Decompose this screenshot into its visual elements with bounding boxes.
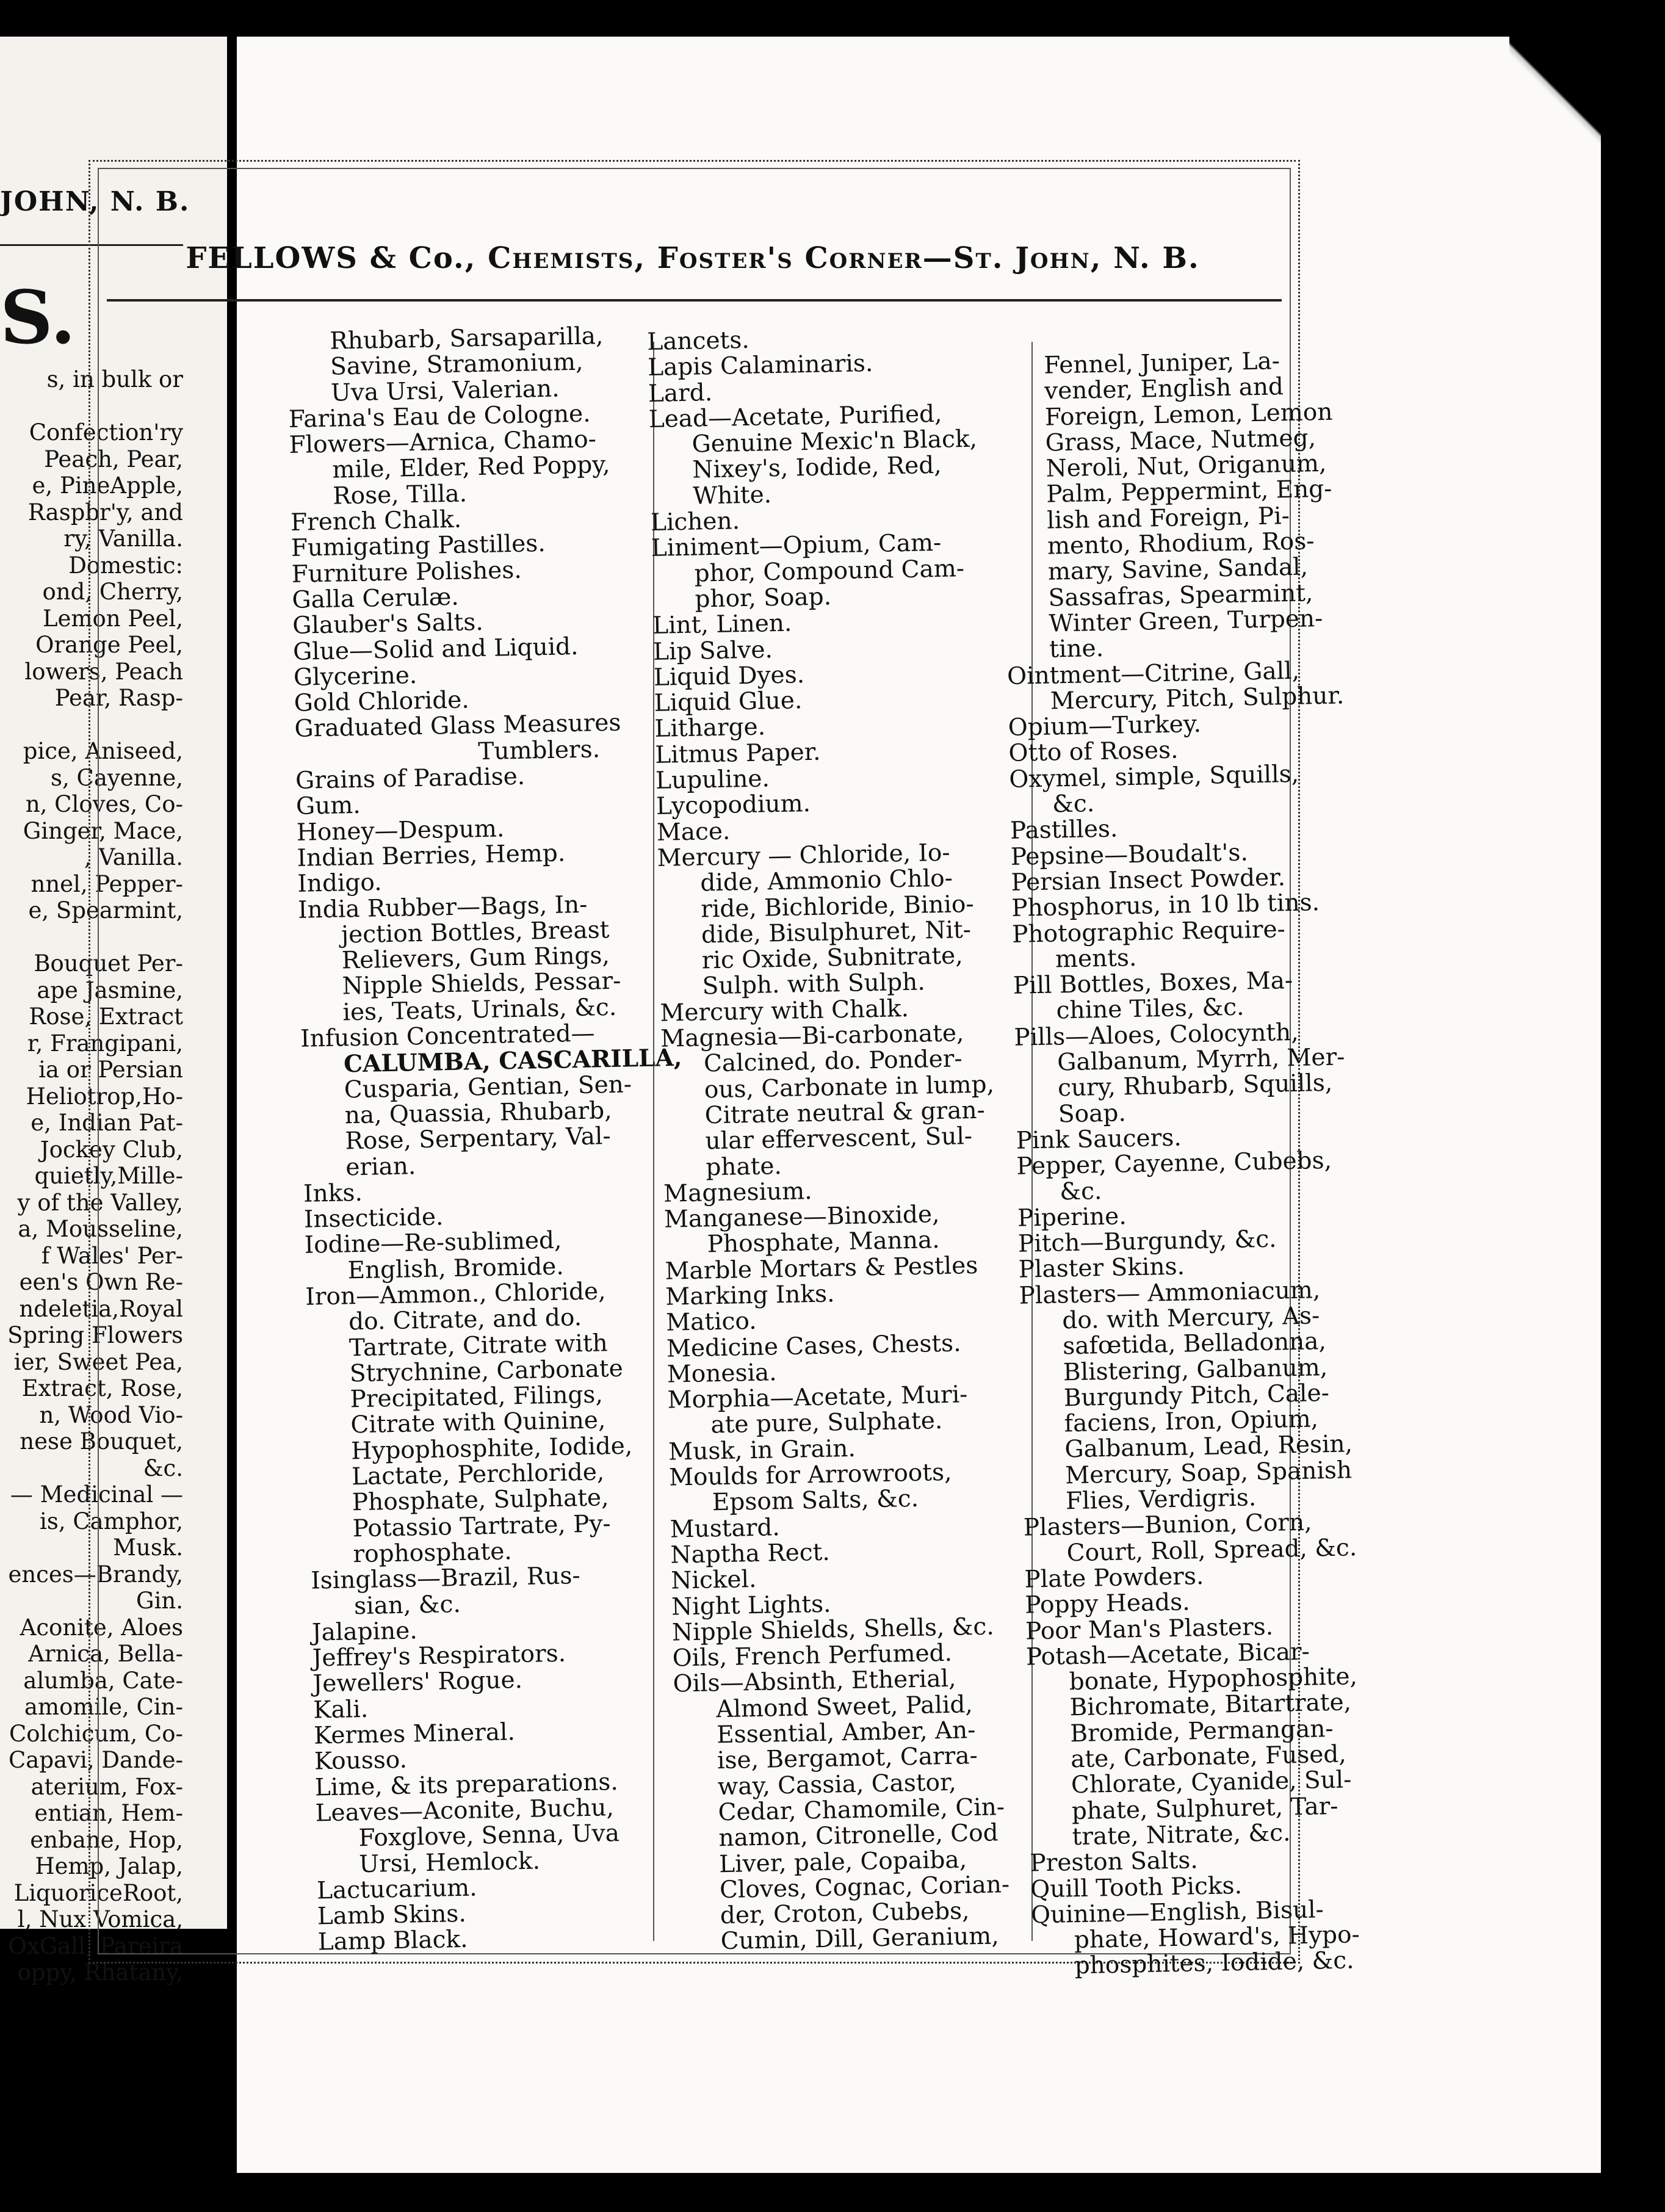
product-entry-continuation: Citrate with Quinine, (350, 1406, 606, 1439)
product-entry: Lichen. (650, 507, 740, 537)
product-entry-continuation: Phosphate, Manna. (707, 1226, 940, 1259)
product-entry-continuation: Tartrate, Citrate with (349, 1329, 609, 1362)
product-entry-continuation: Cloves, Cognac, Corian- (719, 1870, 1010, 1904)
product-entry: Medicine Cases, Chests. (666, 1329, 961, 1363)
facing-page-line: quietly,Mille- (34, 1163, 183, 1189)
product-entry: Matico. (665, 1307, 757, 1337)
product-entry-continuation: Citrate neutral & gran- (704, 1096, 986, 1130)
product-entry-continuation: phate. (705, 1152, 782, 1181)
product-entry-continuation: safœtida, Belladonna, (1062, 1328, 1327, 1361)
product-entry: Grains of Paradise. (295, 762, 526, 795)
product-entry: Piperine. (1017, 1202, 1127, 1232)
product-entry-continuation: dide, Bisulphuret, Nit- (701, 916, 972, 949)
facing-page-line: enbane, Hop, (30, 1826, 183, 1853)
product-entry-continuation: do. with Mercury, As- (1061, 1302, 1320, 1335)
product-entry: Oxymel, simple, Squills, (1008, 760, 1299, 793)
product-entry: Magnesium. (663, 1177, 812, 1208)
product-entry-continuation: Fennel, Juniper, La- (1043, 347, 1280, 380)
product-entry-continuation: ate pure, Sulphate. (710, 1407, 943, 1439)
product-entry: Leaves—Aconite, Buchu, (315, 1794, 615, 1827)
product-entry: Nipple Shields, Shells, &c. (671, 1613, 995, 1647)
facing-page-line: ia or Persian (38, 1057, 183, 1083)
product-entry-continuation: Rose, Serpentary, Val- (345, 1122, 611, 1155)
facing-page-line: Jockey Club, (40, 1136, 183, 1163)
product-entry: Poor Man's Plasters. (1025, 1613, 1274, 1646)
product-entry-continuation: rophosphate. (353, 1538, 513, 1569)
product-entry-continuation: White. (692, 480, 772, 510)
facing-page-line: Capavi, Dande- (8, 1747, 183, 1773)
product-entry-continuation: dide, Ammonio Chlo- (700, 864, 953, 897)
product-entry-continuation: Foreign, Lemon, Lemon (1044, 398, 1333, 432)
product-entry: Pastilles. (1009, 815, 1118, 845)
facing-page-line: LiquoriceRoot, (13, 1879, 183, 1906)
product-entry-continuation: Lactate, Perchloride, (351, 1458, 605, 1491)
product-entry: Lamb Skins. (317, 1899, 467, 1931)
product-entry-continuation: &c. (1059, 1177, 1102, 1205)
product-entry-continuation: do. Citrate, and do. (348, 1304, 582, 1336)
product-entry-continuation: Chlorate, Cyanide, Sul- (1071, 1766, 1352, 1799)
product-entry-continuation: Mercury, Pitch, Sulphur. (1050, 682, 1345, 715)
product-entry-continuation: Sulph. with Sulph. (702, 968, 926, 1000)
product-entry: Pepsine—Boudalt's. (1010, 839, 1249, 871)
facing-page-line: ier, Sweet Pea, (13, 1348, 183, 1375)
product-entry: Pepper, Cayenne, Cubebs, (1016, 1147, 1332, 1180)
product-entry-continuation: phate, Howard's, Hypo- (1074, 1921, 1360, 1954)
facing-page-line: amomile, Cin- (24, 1694, 183, 1720)
product-entry-continuation: Sassafras, Spearmint, (1048, 579, 1313, 612)
firm-location: Foster's Corner—St. John, N. B. (657, 241, 1200, 275)
facing-page-line: Colchicum, Co- (9, 1720, 183, 1747)
facing-page-line: Peach, Pear, (44, 446, 183, 472)
product-entry-continuation: ments. (1055, 944, 1137, 974)
product-entry: Potash—Acetate, Bicar- (1025, 1638, 1310, 1671)
product-entry-continuation: vender, English and (1044, 373, 1284, 405)
facing-page-line: Musk. (113, 1534, 183, 1561)
facing-page-line: alumba, Cate- (23, 1667, 183, 1694)
product-entry: Kali. (312, 1695, 369, 1724)
product-entry: Oils, French Perfumed. (672, 1639, 953, 1672)
product-entry-continuation: Grass, Mace, Nutmeg, (1045, 424, 1316, 457)
facing-page-line: a, Mousseline, (18, 1216, 183, 1242)
facing-page-line: ond, Cherry, (42, 579, 183, 605)
product-entry-continuation: ric Oxide, Subnitrate, (701, 942, 963, 975)
product-entry: Liquid Dyes. (653, 661, 805, 692)
facing-page-line: Pear, Rasp- (54, 685, 183, 711)
product-entry-continuation: jection Bottles, Breast (341, 916, 610, 949)
facing-page-line: e, PineApple, (32, 472, 183, 499)
facing-page-line: Heliotrop,Ho- (26, 1083, 183, 1110)
product-entry: Litharge. (654, 713, 766, 743)
product-entry: Plasters— Ammoniacum, (1019, 1276, 1321, 1310)
product-entry-continuation: Uva Ursi, Valerian. (330, 375, 560, 407)
product-entry: Persian Insect Powder. (1011, 864, 1286, 897)
product-entry: Oils—Absinth, Etherial, (673, 1665, 956, 1699)
facing-page-line: Rose, Extract (29, 1003, 183, 1030)
facing-page-line: Ginger, Mace, (23, 817, 183, 844)
product-entry: Glauber's Salts. (292, 609, 484, 640)
product-entry: Moulds for Arrowroots, (668, 1458, 952, 1492)
product-entry-continuation: ular effervescent, Sul- (705, 1122, 973, 1155)
product-entry-continuation: Soap. (1058, 1099, 1127, 1129)
product-entry: Lime, & its preparations. (314, 1768, 619, 1802)
facing-page-header: JOHN, N. B. (0, 186, 190, 217)
product-entry: Pitch—Burgundy, &c. (1017, 1225, 1277, 1258)
facing-page-line: is, Camphor, (40, 1508, 183, 1534)
facing-page-line: ndeletia,Royal (19, 1295, 183, 1322)
product-entry: Lupuline. (655, 765, 770, 795)
product-entry-continuation: Flies, Verdigris. (1065, 1484, 1257, 1516)
product-entry-continuation: Ursi, Hemlock. (358, 1847, 541, 1878)
facing-page-line: ape Jasmine, (37, 977, 183, 1003)
product-entry: Flowers—Arnica, Chamo- (289, 425, 597, 460)
product-entry: India Rubber—Bags, In- (297, 891, 588, 924)
product-entry: Farina's Eau de Cologne. (288, 400, 591, 433)
product-entry-continuation: Galbanum, Lead, Resin, (1064, 1430, 1353, 1464)
product-entry: Marking Inks. (665, 1280, 835, 1311)
facing-page-line: Spring Flowers (7, 1322, 183, 1348)
product-entry: Inks. (303, 1179, 363, 1208)
product-entry: Insecticide. (303, 1203, 444, 1234)
product-entry-continuation: Essential, Amber, An- (716, 1716, 976, 1749)
product-entry-continuation: Rhubarb, Sarsaparilla, (329, 322, 604, 355)
product-entry-continuation: namon, Citronelle, Cod (718, 1819, 999, 1852)
product-entry-continuation: Precipitated, Filings, (350, 1381, 604, 1414)
facing-page-line: Aconite, Aloes (20, 1614, 183, 1641)
product-entry: Mustard. (670, 1513, 781, 1544)
product-entry-continuation: Rose, Tilla. (332, 480, 468, 510)
product-entry-continuation: ise, Bergamot, Carra- (717, 1742, 978, 1775)
product-entry: Mace. (656, 817, 731, 847)
facing-page-line: Confection'ry (29, 419, 183, 446)
product-entry-continuation: English, Bromide. (347, 1252, 565, 1285)
facing-page-line: Orange Peel, (35, 632, 183, 658)
facing-page-line: s, Cayenne, (51, 764, 183, 791)
firm-role: Chemists, (488, 241, 646, 275)
product-entry-continuation: Winter Green, Turpen- (1049, 604, 1323, 638)
product-entry: Mercury — Chloride, Io- (657, 839, 951, 872)
product-entry-continuation: na, Quassia, Rhubarb, (344, 1096, 612, 1130)
product-entry: Glue—Solid and Liquid. (292, 632, 579, 666)
product-entry: French Chalk. (290, 505, 462, 537)
facing-page-line: — Medicinal — (10, 1481, 183, 1508)
product-entry-continuation: Burgundy Pitch, Cale- (1063, 1379, 1330, 1412)
facing-page-line: Bouquet Per- (34, 950, 183, 977)
product-entry: Nickel. (670, 1566, 757, 1595)
facing-page-line: OxGall, Pareira (8, 1932, 183, 1959)
product-entry-continuation: Mercury, Soap, Spanish (1064, 1456, 1353, 1490)
product-entry-continuation: ride, Bichloride, Binio- (700, 890, 974, 923)
facing-page-line: nese Bouquet, (20, 1428, 183, 1455)
product-entry: Lip Salve. (652, 635, 773, 666)
product-entry: Iron—Ammon., Chloride, (305, 1278, 606, 1311)
facing-page-line: entian, Hem- (34, 1800, 183, 1826)
product-entry-continuation: Epsom Salts, &c. (712, 1485, 919, 1517)
product-entry: Musk, in Grain. (668, 1434, 856, 1466)
product-entry: Graduated Glass Measures (294, 709, 621, 743)
product-entry: Galla Cerulæ. (292, 583, 460, 614)
product-entry-continuation: mento, Rhodium, Ros- (1047, 527, 1315, 560)
product-entry: Night Lights. (671, 1590, 831, 1621)
facing-page-line: n, Wood Vio- (39, 1401, 183, 1428)
product-entry: Jeffrey's Respirators. (312, 1639, 566, 1672)
product-entry-continuation: cury, Rhubarb, Squills, (1057, 1069, 1333, 1102)
product-entry-continuation: phate, Sulphuret, Tar- (1071, 1792, 1338, 1825)
facing-page-line: f Wales' Per- (41, 1242, 183, 1269)
product-entry: Pill Bottles, Boxes, Ma- (1013, 967, 1293, 1000)
product-entry: Lapis Calaminaris. (647, 350, 873, 382)
product-entry: Marble Mortars & Pestles (665, 1251, 978, 1285)
product-entry: Lint, Linen. (652, 609, 792, 640)
product-entry-continuation: Bichromate, Bitartrate, (1069, 1688, 1352, 1722)
product-entry-continuation: sian, &c. (353, 1590, 461, 1620)
product-entry: Lamp Black. (317, 1926, 468, 1956)
product-entry: Lard. (648, 378, 713, 408)
product-entry-continuation: Potassio Tartrate, Py- (352, 1509, 611, 1542)
product-entry-continuation: bonate, Hypophosphite, (1069, 1663, 1358, 1696)
facing-page-line: ences—Brandy, (8, 1561, 183, 1588)
product-entry: Ointment—Citrine, Gall, (1006, 657, 1300, 690)
product-entry: Liniment—Opium, Cam- (651, 529, 942, 563)
facing-page-line: Extract, Rose, (21, 1375, 183, 1401)
product-entry: Preston Salts. (1030, 1846, 1199, 1878)
product-entry-continuation: Savine, Stramonium, (330, 348, 583, 381)
product-entry: Iodine—Re-sublimed, (304, 1227, 562, 1260)
product-entry-continuation: CALUMBA, CASCARILLA, (343, 1044, 682, 1079)
facing-page-line: s, in bulk or (46, 366, 183, 392)
product-entry-continuation: Cusparia, Gentian, Sen- (344, 1070, 632, 1104)
product-entry-continuation: Strychnine, Carbonate (349, 1354, 624, 1388)
facing-page-line: Gin. (136, 1588, 183, 1614)
product-entry-continuation: Cedar, Chamomile, Cin- (718, 1793, 1005, 1827)
product-entry: Liquid Glue. (654, 687, 803, 718)
product-entry: Lead—Acetate, Purified, (648, 400, 942, 433)
product-entry: Morphia—Acetate, Muri- (667, 1381, 968, 1414)
facing-page-line: nnel, Pepper- (31, 870, 183, 897)
product-entry-continuation: tine. (1049, 635, 1104, 663)
product-entry: Plate Powders. (1024, 1562, 1204, 1594)
facing-page-line: aterium, Fox- (31, 1773, 183, 1800)
header-rule (107, 299, 1282, 302)
product-column-3 (1001, 347, 1368, 1980)
facing-page-line: y of the Valley, (17, 1189, 183, 1216)
advertisement-header (119, 241, 1266, 275)
product-entry: Lycopodium. (656, 790, 811, 821)
product-entry: Gum. (295, 792, 361, 821)
facing-page-line: e, Indian Pat- (31, 1110, 183, 1136)
product-entry: Litmus Paper. (654, 738, 821, 769)
product-column-2 (647, 323, 1011, 1956)
product-entry-continuation: Liver, pale, Copaiba, (718, 1845, 967, 1878)
facing-page-line: Domestic: (68, 552, 183, 579)
facing-page-line: l, Nux Vomica, (17, 1906, 183, 1932)
product-entry-continuation: Palm, Peppermint, Eng- (1046, 475, 1332, 509)
product-entry: Pink Saucers. (1016, 1124, 1182, 1155)
product-entry: Honey—Despum. (296, 814, 505, 847)
product-entry-continuation: Nixey's, Iodide, Red, (692, 452, 942, 485)
product-entry: Opium—Turkey. (1008, 710, 1202, 742)
product-entry: Lancets. (646, 326, 750, 356)
product-entry-continuation: Genuine Mexic'n Black, (692, 425, 978, 458)
product-entry: Indigo. (297, 869, 382, 898)
product-entry-continuation: Hypophosphite, Iodide, (350, 1432, 633, 1466)
product-entry: Monesia. (666, 1359, 778, 1389)
product-entry-continuation: lish and Foreign, Pi- (1046, 502, 1290, 535)
product-entry-continuation: Nipple Shields, Pessar- (342, 967, 621, 1000)
product-entry-continuation: Relievers, Gum Rings, (341, 942, 610, 975)
product-entry: Plasters—Bunion, Corn, (1023, 1508, 1312, 1542)
page-corner-fold (1509, 37, 1601, 146)
facing-page-line: pice, Aniseed, (23, 738, 183, 764)
product-entry: Gold Chloride. (294, 686, 470, 718)
product-entry: Glycerine. (293, 661, 417, 692)
facing-page-line: lowers, Peach (24, 658, 183, 685)
facing-page-line: e, Spearmint, (28, 897, 183, 923)
product-entry: Fumigating Pastilles. (291, 530, 546, 563)
facing-page-line: n, Cloves, Co- (25, 791, 183, 817)
product-entry-continuation: Court, Roll, Spread, &c. (1066, 1533, 1357, 1567)
product-entry: Photographic Require- (1011, 915, 1286, 949)
product-entry: Phosphorus, in 10 lb tins. (1011, 889, 1320, 923)
product-entry: Tumblers. (477, 736, 601, 765)
product-column-1 (287, 322, 699, 1956)
product-entry-continuation: mary, Savine, Sandal, (1047, 553, 1309, 586)
facing-page-line: Hemp, Jalap, (35, 1853, 183, 1879)
facing-page-line: &c. (143, 1455, 183, 1481)
product-entry-continuation: phosphites, Iodide, &c. (1074, 1946, 1354, 1980)
product-entry-continuation: phor, Compound Cam- (694, 554, 965, 588)
scan-edge (1601, 0, 1665, 2212)
product-entry-continuation: Almond Sweet, Palid, (715, 1690, 973, 1723)
product-entry: Poppy Heads. (1024, 1588, 1190, 1619)
product-entry-continuation: Phosphate, Sulphate, (352, 1484, 609, 1517)
facing-page-line: oppy, Rhatany, (17, 1959, 183, 1986)
product-entry: Furniture Polishes. (291, 556, 522, 588)
product-entry-continuation: ous, Carbonate in lump, (704, 1070, 995, 1104)
product-entry-continuation: phor, Soap. (695, 583, 832, 613)
product-entry: Naptha Rect. (670, 1538, 831, 1569)
product-entry: Plaster Skins. (1018, 1252, 1185, 1284)
product-entry-continuation: Foxglove, Senna, Uva (358, 1820, 620, 1852)
product-entry: Manganese—Binoxide, (663, 1201, 940, 1234)
product-entry-continuation: der, Croton, Cubebs, (720, 1897, 970, 1930)
product-entry-continuation: Calcined, do. Ponder- (703, 1045, 963, 1078)
product-entry-continuation: Neroli, Nut, Origanum, (1046, 449, 1327, 483)
product-entry: Quinine—English, Bisul- (1030, 1896, 1324, 1929)
facing-page-line: , Vanilla. (84, 844, 183, 870)
product-entry-continuation: ies, Teats, Urinals, &c. (342, 993, 617, 1027)
product-entry: Lactucarium. (316, 1874, 477, 1905)
facing-page-line: Arnica, Bella- (28, 1641, 183, 1667)
product-entry-continuation: Blistering, Galbanum, (1063, 1353, 1328, 1386)
product-entry-continuation: way, Cassia, Castor, (717, 1768, 957, 1801)
product-entry-continuation: faciens, Iron, Opium, (1064, 1405, 1319, 1438)
facing-page-line: een's Own Re- (19, 1269, 183, 1295)
product-entry-continuation: &c. (1052, 790, 1095, 819)
product-entry: Infusion Concentrated— (300, 1019, 595, 1053)
product-entry: Isinglass—Brazil, Rus- (310, 1562, 580, 1595)
firm-name: FELLOWS & Co., (186, 241, 477, 275)
product-entry-continuation: mile, Elder, Red Poppy, (332, 451, 610, 485)
product-entry: Kermes Mineral. (313, 1718, 516, 1750)
facing-page-big-letter: S. (0, 275, 76, 361)
product-entry-continuation: Galbanum, Myrrh, Mer- (1056, 1043, 1345, 1077)
product-entry: Magnesia—Bi-carbonate, (660, 1019, 964, 1053)
facing-page-line: ry, Vanilla. (63, 526, 183, 552)
product-entry-continuation: chine Tiles, &c. (1056, 993, 1244, 1025)
product-entry-continuation: Bromide, Permangan- (1069, 1715, 1334, 1748)
facing-page-line: r, Frangipani, (27, 1030, 183, 1057)
product-entry: Otto of Roses. (1008, 737, 1179, 768)
facing-page-line: Raspbr'y, and (27, 499, 183, 526)
product-entry: Indian Berries, Hemp. (297, 839, 566, 872)
facing-page-line: Lemon Peel, (42, 605, 183, 632)
product-entry: Quill Tooth Picks. (1030, 1871, 1243, 1904)
product-entry: Jalapine. (311, 1617, 418, 1647)
product-entry: Jewellers' Rogue. (312, 1666, 523, 1699)
product-entry: Mercury with Chalk. (660, 994, 909, 1027)
product-entry-continuation: Cumin, Dill, Geranium, (720, 1922, 1000, 1956)
product-entry-continuation: erian. (345, 1152, 416, 1181)
product-entry-continuation: ate, Carbonate, Fused, (1070, 1740, 1347, 1774)
product-entry-continuation: trate, Nitrate, &c. (1072, 1819, 1291, 1851)
product-entry: Pills—Aloes, Colocynth, (1014, 1018, 1299, 1052)
product-entry: Kousso. (314, 1746, 408, 1776)
